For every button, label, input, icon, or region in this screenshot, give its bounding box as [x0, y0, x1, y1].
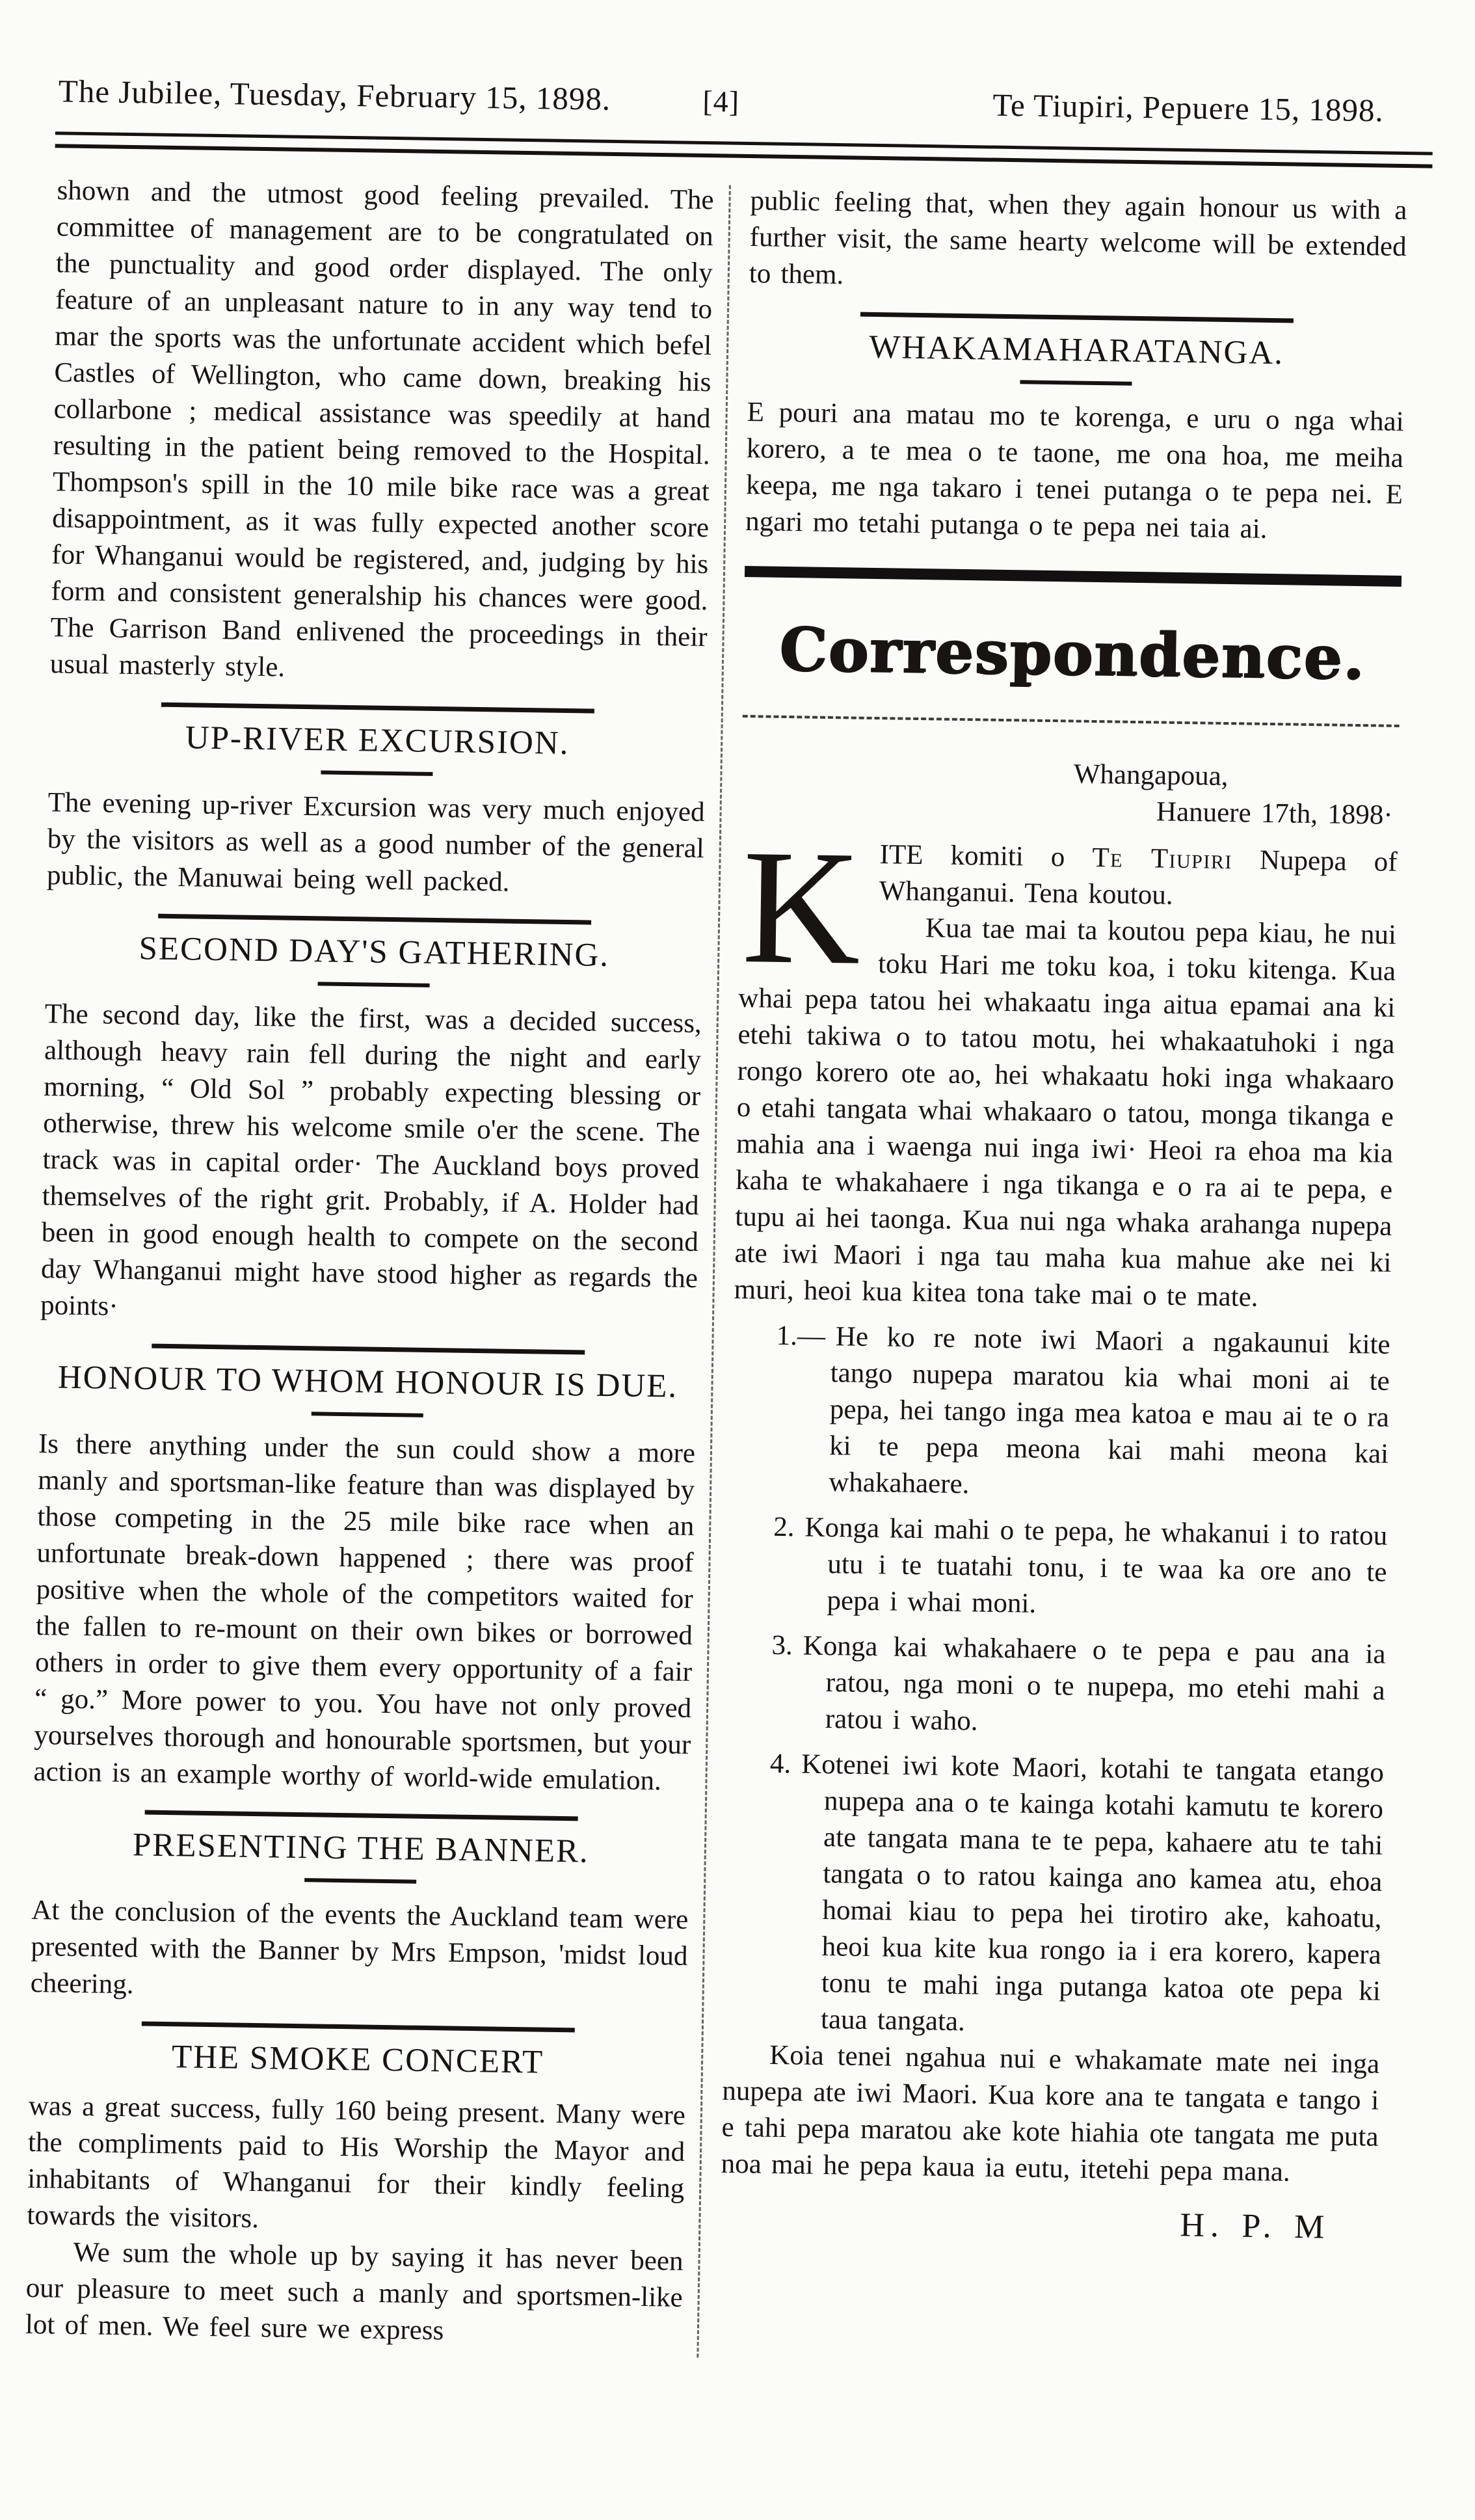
letter-signature: H. P. M: [1180, 2206, 1331, 2246]
section-title: PRESENTING THE BANNER.: [132, 1827, 590, 1870]
list-item-text: Konga kai whakahaere o te pepa e pau ana ia ratou, nga moni o te nupepa, mo etehi mahi a ratou i waho.: [803, 1630, 1386, 1737]
heading-short-rule: [312, 1412, 423, 1417]
salutation-text: Nupepa of Whanganui. Tena koutou.: [879, 844, 1398, 911]
letter-paragraph: Kua tae mai ta koutou pepa kiau, he nui toku Hari me toku koa, i toku kitenga. Kua whai pepa tatou hei whakaatu inga aitua epamai ana ki etehi takiwa o to tatou motu, hei whakaatuhoki i nga rongo korero ote ao, hei whakaatu hoki inga whakaaro o etahi tangata whai whakaaro o tatou, monga tikanga e mahia ana i waenga nui inga iwi· Heoi ra ehoa ma kia kaha te whakahaere i nga tikanga e o ra ai te pepa, e tupu ai hei taonga. Kua nui nga whaka arahanga nupepa ate iwi Maori i nga tau maha kua mahue ake nei ki muri, heoi kua kitea tona take mai o te mate.: [734, 913, 1397, 1313]
list-item-text: He ko re note iwi Maori a ngakaunui kite tango nupepa maratou kia whai moni ai te pepa, hei tango inga mea katoa e mau ai te o ra ki te pepa meona kai mahi meona kai whakahaere.: [828, 1321, 1390, 1500]
heading-short-rule: [321, 770, 432, 776]
heading-rule: [144, 1810, 578, 1821]
paper-name: Te Tiupiri: [1092, 842, 1233, 876]
list-item-text: Konga kai mahi o te pepa, he whakanui i to ratou utu i te tuatahi tonu, i te waa ka ore ano te pepa i whai moni.: [804, 1512, 1388, 1619]
article-paragraph: E pouri ana matau mo te korenga, e uru o nga whai korero, a te mea o te taone, me ona hoa, me meiha keepa, me nga takaro i tenei putanga o te pepa nei. E ngari mo tetahi putanga o te pepa nei taia ai.: [745, 397, 1404, 544]
article-paragraph: Is there anything under the sun could show a more manly and sportsman-like feature than was displayed by those competing in the 25 mile bike race when an unfortunate break-down happened ; there was proof positive when the whole of the competitors waited for the fallen to re-mount on their own bikes or borrowed others in order to give them every opportunity of a fair “ go.” More power to you. You have not only proved yourselves thorough and honourable sportsmen, but your action is an example worthy of world-wide emulation.: [33, 1428, 696, 1797]
list-item-text: Kotenei iwi kote Maori, kotahi te tangata etango nupepa ana o te kainga kotahi kamutu te korero ate tangata mana te te pepa, kahaere atu te tahi tangata o to ratou kainga ano kamea atu, ehoa homai kiau to pepa hei tirotiro ake, kahoatu, heoi kua kite kua rongo ia i era korero, kapera tonu te mahi inga putanga katoa ote pepa ki taua tangata.: [801, 1749, 1385, 2037]
masthead: [0, 0, 1475, 131]
article-paragraph: shown and the utmost good feeling prevailed. The committee of management are to be congratulated on the punctuality and good order displayed. The only feature of an unpleasant nature to in any way tend to mar the sports was the unfortunate accident which befel Castles of Wellington, who came down, breaking his collarbone ; medical assistance was speedily at hand resulting in the patient being removed to the Hospital. Thompson's spill in the 10 mile bike race was a great disappointment, as it was fully expected another score for Whanganui would be registered, and, judging by his form and consistent generalship his chances were good. The Garrison Band enlivened the proceedings in their usual masterly style.: [49, 175, 714, 683]
masthead-left-title: The Jubilee, Tuesday, February 15, 1898.: [58, 73, 611, 117]
list-item-number: 3.: [771, 1629, 793, 1661]
list-item: [729, 1508, 1387, 1628]
left-column: [25, 172, 713, 2357]
letter-paragraph: Koia tenei ngahua nui e whakamate mate nei inga nupepa ate iwi Maori. Kua kore ana te tangata e tango i e tahi pepa maratou ake kote hiahia ote tangata me puta noa mai he pepa kaua ia eutu, itetehi pepa mana.: [721, 2039, 1380, 2188]
list-item-number: 2.: [773, 1511, 795, 1543]
salutation-text: ITE komiti o: [879, 839, 1093, 873]
page-number: [4]: [702, 84, 740, 118]
section-heading-smoke-concert: [29, 2020, 687, 2084]
section-title: HONOUR TO WHOM HONOUR IS DUE.: [57, 1359, 678, 1405]
list-item: [731, 1317, 1390, 1509]
correspondence-title: Correspondence.: [778, 613, 1366, 693]
correspondence-thick-rule: [745, 566, 1402, 587]
section-heading-banner: [32, 1808, 689, 1888]
section-heading-second-day: [46, 912, 703, 991]
article-paragraph: At the conclusion of the events the Auckland team were presented with the Banner by Mrs Empson, 'midst loud cheering.: [30, 1894, 689, 2000]
heading-rule: [860, 312, 1294, 323]
section-title: SECOND DAY'S GATHERING.: [139, 930, 610, 974]
dateline-date: Hanuere 17th, 1898·: [1156, 796, 1393, 831]
drop-cap-letter: K: [741, 815, 862, 999]
section-title: THE SMOKE CONCERT: [171, 2039, 544, 2081]
article-paragraph: public feeling that, when they again honour us with a further visit, the same hearty welcome will be extended to them.: [749, 185, 1407, 291]
heading-rule: [161, 703, 595, 714]
list-item-number: 4.: [769, 1748, 791, 1780]
heading-short-rule: [304, 1878, 416, 1884]
heading-rule: [152, 1344, 585, 1355]
article-paragraph: The evening up-river Excursion was very much enjoyed by the visitors as well as a good number of the general public, the Manuwai being well packed.: [46, 787, 705, 898]
dateline-place: Whangapoua,: [1073, 758, 1229, 792]
section-heading-upriver: [48, 701, 706, 780]
section-heading-honour: [39, 1342, 697, 1421]
heading-rule: [142, 2021, 576, 2032]
masthead-right-title: Te Tiupiri, Pepuere 15, 1898.: [992, 87, 1385, 129]
list-item: [728, 1627, 1386, 1746]
correspondence-dashed-rule: [743, 715, 1400, 727]
article-paragraph: We sum the whole up by saying it has never been our pleasure to meet such a manly and sportsmen-like lot of men. We feel sure we express: [25, 2236, 684, 2346]
heading-short-rule: [318, 982, 430, 987]
list-item: [723, 1745, 1385, 2046]
list-item-number: 1.—: [776, 1320, 826, 1352]
article-paragraph: The second day, like the first, was a decided success, although heavy rain fell during the night and early morning, “ Old Sol ” probably expecting blessing or otherwise, threw his welcome smile o'er the scene. The track was in capital order· The Auckland boys proved themselves of the right grit. Probably, if A. Holder had been in good enough health to compete on the second day Whanganui might have stood higher as regards the points·: [40, 999, 702, 1322]
section-heading-whakamaharatanga: [747, 310, 1405, 390]
right-column: [718, 183, 1407, 2368]
article-paragraph: was a great success, fully 160 being present. Many were the compliments paid to His Worship the Mayor and inhabitants of Whanganui for their kindly feeling towards the visitors.: [27, 2090, 686, 2234]
section-title: UP-RIVER EXCURSION.: [185, 719, 570, 762]
page-columns: [0, 147, 1472, 2368]
section-title: WHAKAMAHARATANGA.: [868, 328, 1284, 372]
letter-salutation: [739, 815, 1398, 999]
heading-short-rule: [1020, 380, 1132, 386]
heading-rule: [158, 914, 592, 925]
